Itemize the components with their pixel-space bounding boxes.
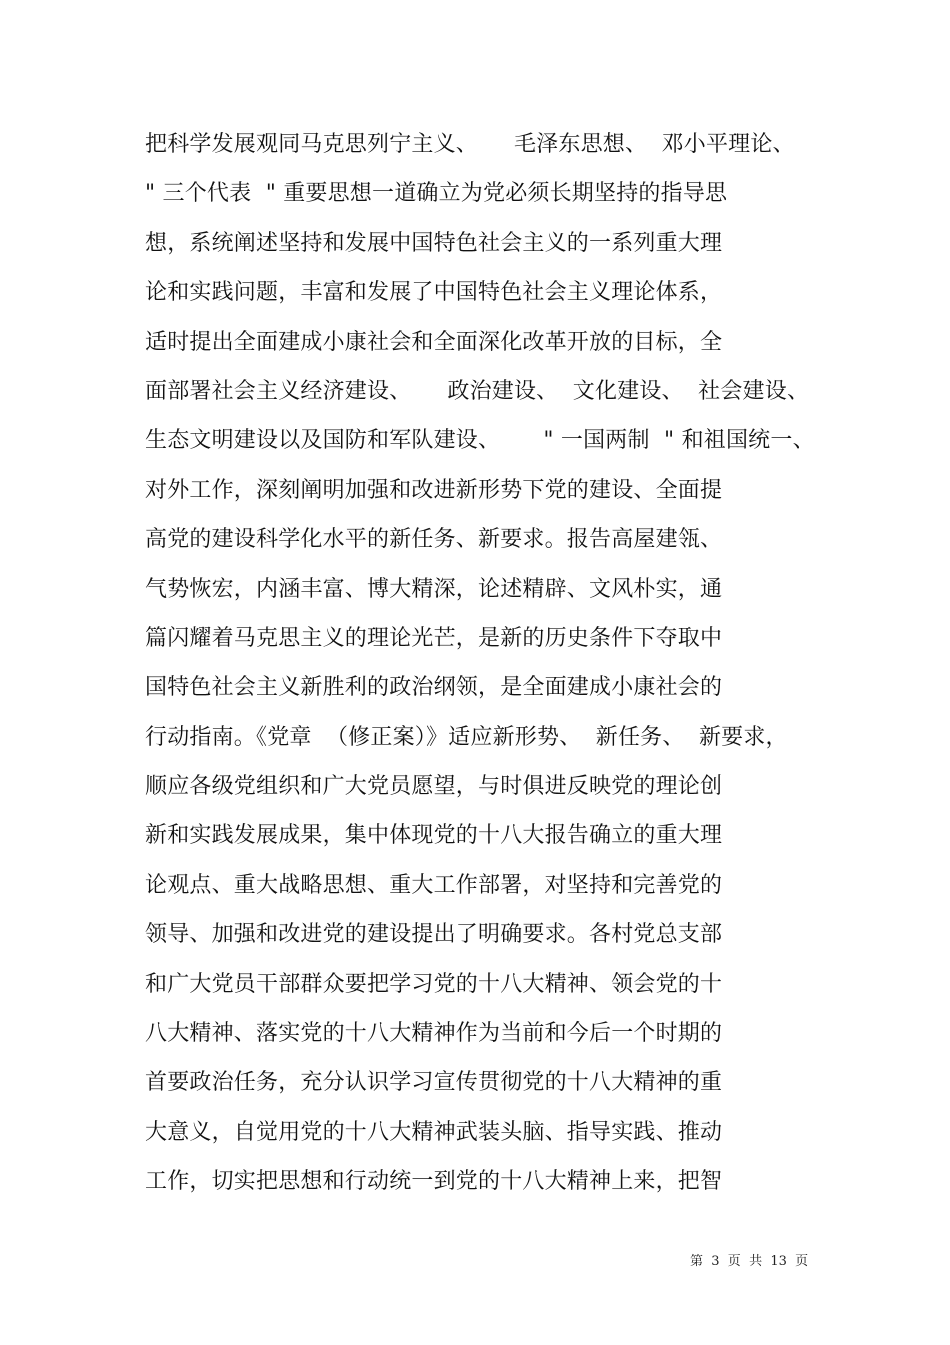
text-line: " 三个代表 " 重要思想一道确立为党必须长期坚持的指导思 (145, 181, 728, 207)
page-number: 第 3 页 共 13 页 (690, 1254, 809, 1269)
text-line: 气势恢宏，内涵丰富、博大精深，论述精辟、文风朴实，通 (145, 576, 723, 602)
text-line: 和广大党员干部群众要把学习党的十八大精神、领会党的十 (145, 971, 723, 997)
text-line: 论和实践问题，丰富和发展了中国特色社会主义理论体系， (145, 280, 723, 306)
text-line: 高党的建设科学化水平的新任务、新要求。报告高屋建瓴、 (145, 527, 723, 553)
text-line: 对外工作，深刻阐明加强和改进新形势下党的建设、全面提 (145, 477, 723, 503)
text-line: 国特色社会主义新胜利的政治纲领，是全面建成小康社会的 (145, 675, 723, 701)
text-line: 工作，切实把思想和行动统一到党的十八大精神上来，把智 (145, 1169, 723, 1195)
text-line: 想，系统阐述坚持和发展中国特色社会主义的一系列重大理 (145, 230, 723, 256)
text-line: 大意义，自觉用党的十八大精神武装头脑、指导实践、推动 (145, 1119, 723, 1145)
body-text (145, 120, 825, 1207)
text-line: 新和实践发展成果，集中体现党的十八大报告确立的重大理 (145, 823, 723, 849)
text-line: 领导、加强和改进党的建设提出了明确要求。各村党总支部 (145, 922, 723, 948)
text-line: 适时提出全面建成小康社会和全面深化改革开放的目标，全 (145, 329, 723, 355)
text-line: 生态文明建设以及国防和军队建设、 " 一国两制 " 和祖国统一、 (145, 428, 815, 454)
text-line: 顺应各级党组织和广大党员愿望，与时俱进反映党的理论创 (145, 774, 723, 800)
text-line: 行动指南。《党章 （修正案）》适应新形势、 新任务、 新要求， (145, 724, 788, 750)
text-line: 首要政治任务，充分认识学习宣传贯彻党的十八大精神的重 (145, 1070, 723, 1096)
text-line: 面部署社会主义经济建设、 政治建设、 文化建设、 社会建设、 (145, 378, 810, 404)
text-line: 论观点、重大战略思想、重大工作部署，对坚持和完善党的 (145, 872, 723, 898)
text-line: 篇闪耀着马克思主义的理论光芒，是新的历史条件下夺取中 (145, 625, 723, 651)
text-line: 八大精神、落实党的十八大精神作为当前和今后一个时期的 (145, 1021, 723, 1047)
text-line: 把科学发展观同马克思列宁主义、 毛泽东思想、 邓小平理论、 (145, 132, 795, 157)
